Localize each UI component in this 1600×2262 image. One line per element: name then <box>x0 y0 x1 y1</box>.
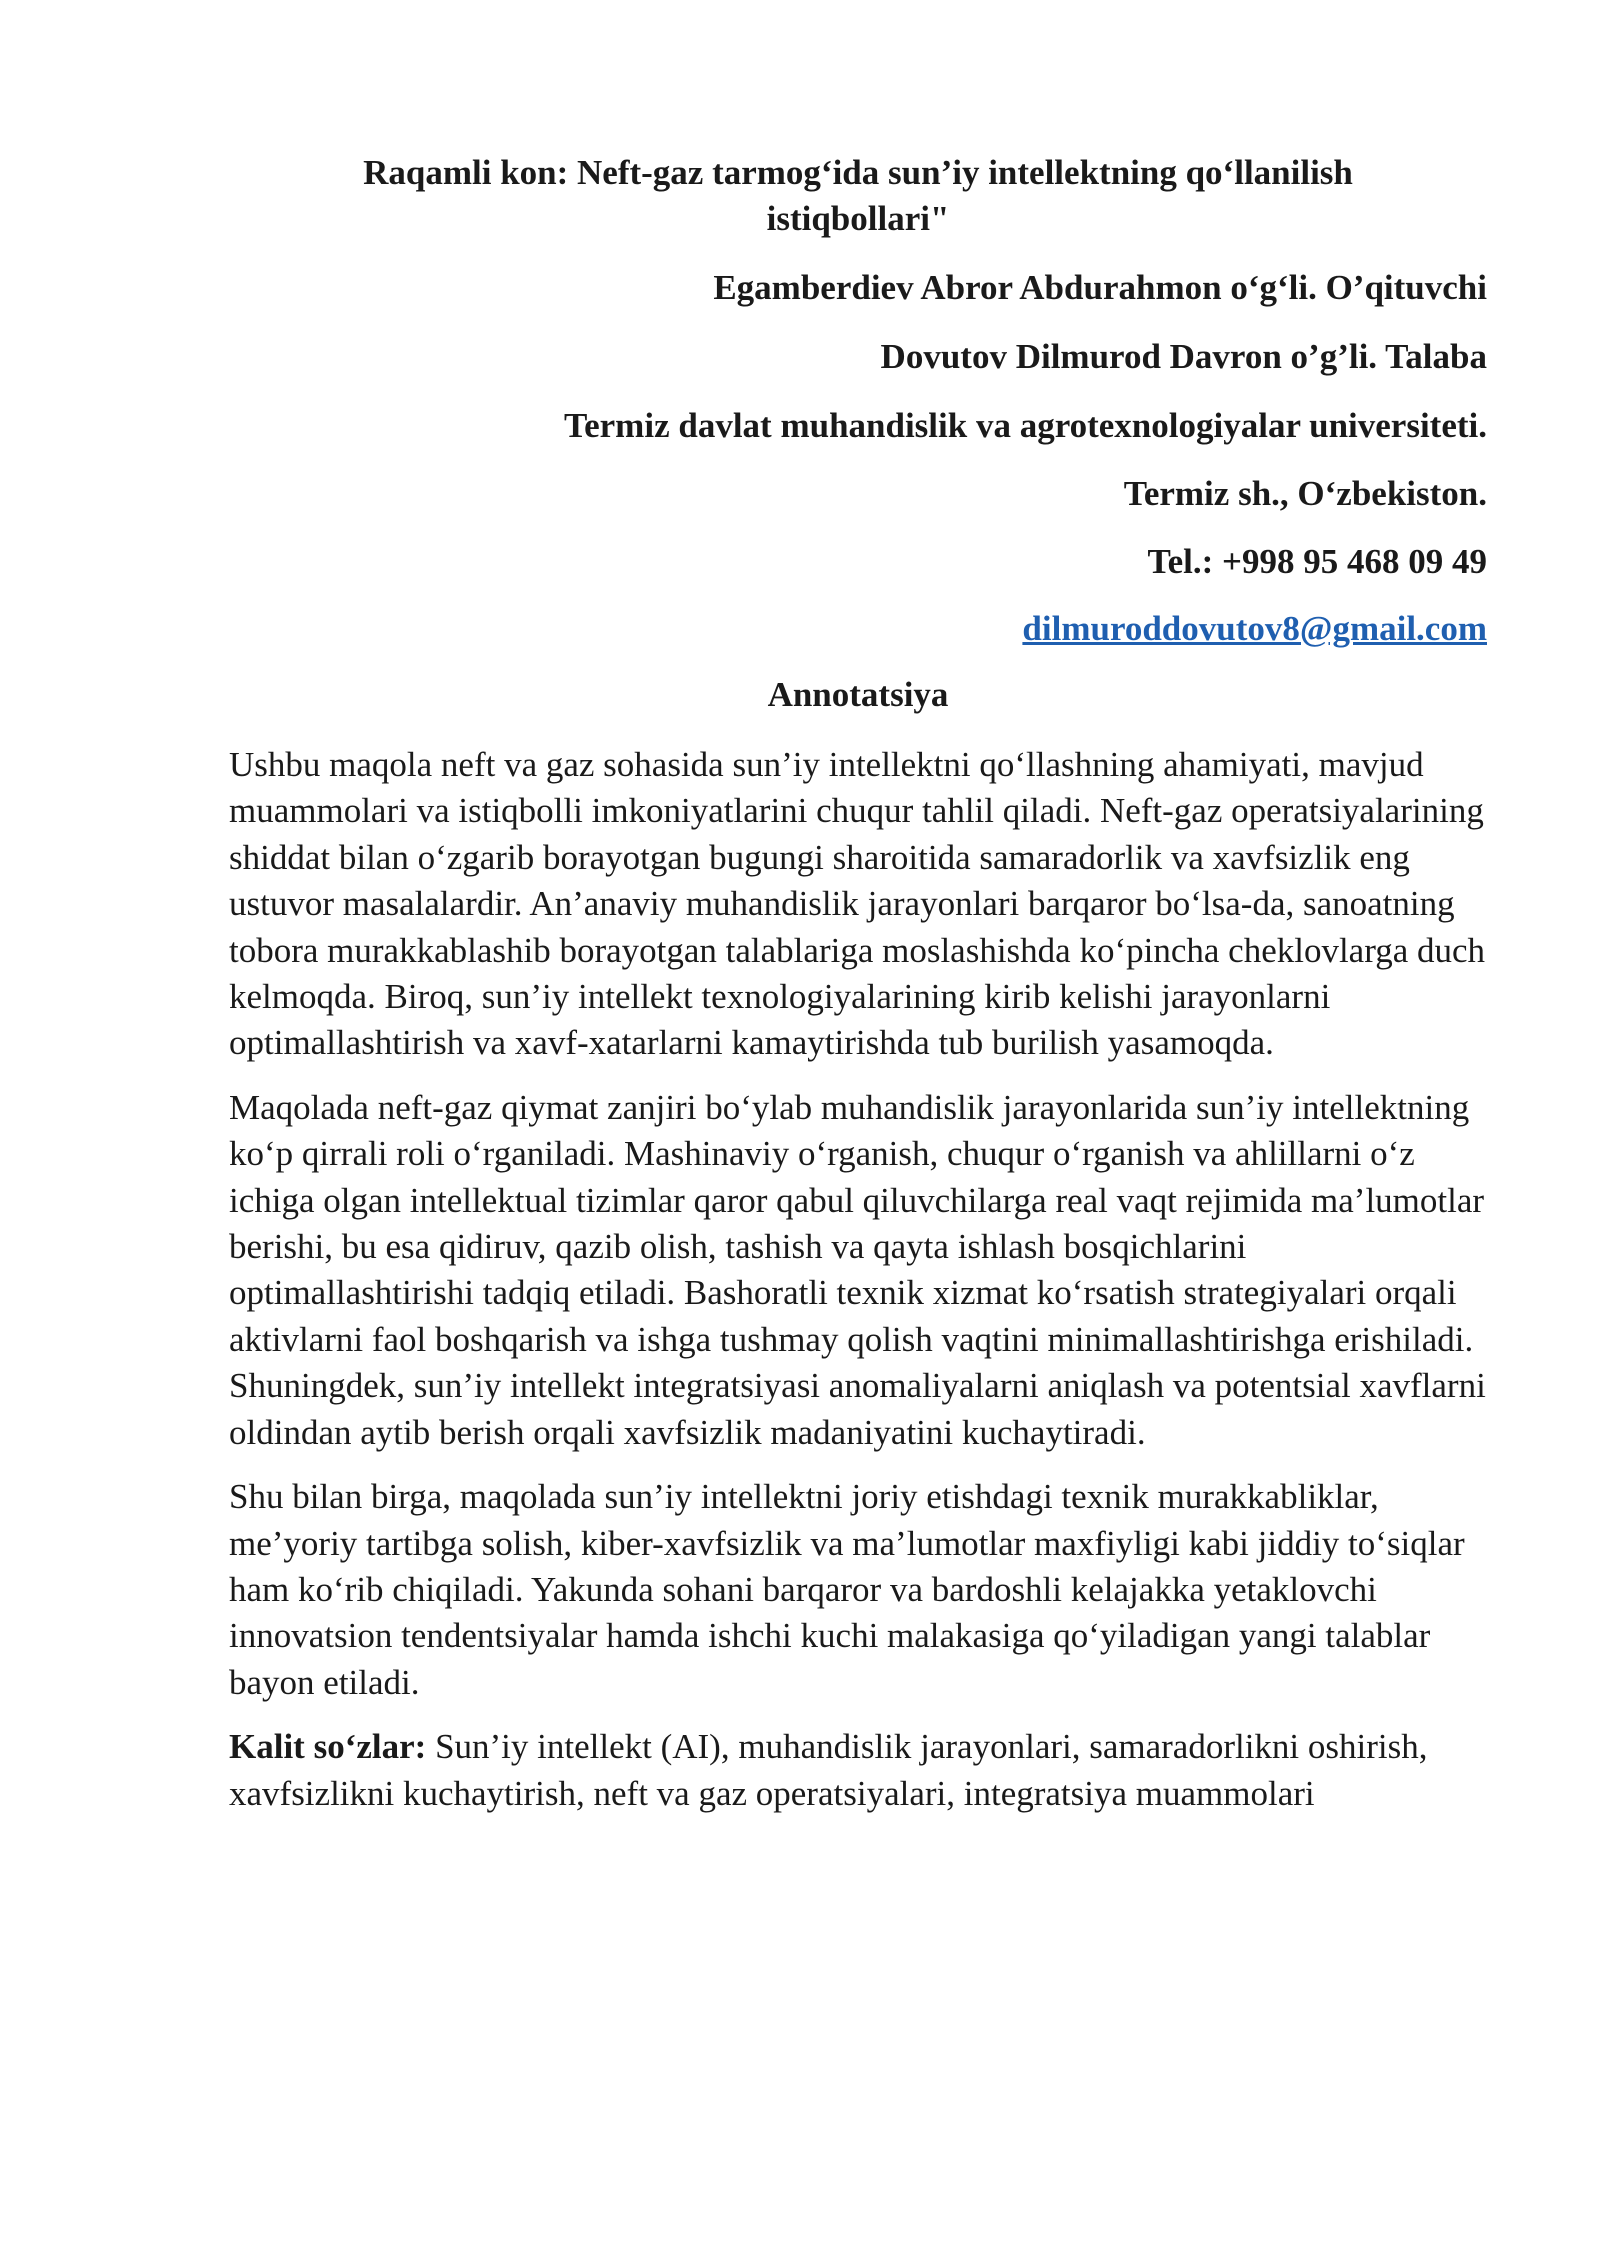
keywords-label: Kalit so‘zlar: <box>229 1727 427 1767</box>
location-line: Termiz sh., O‘zbekiston. <box>1123 474 1487 513</box>
abstract-body <box>229 742 1487 1835</box>
phone-line: Tel.: +998 95 468 09 49 <box>1147 542 1487 581</box>
abstract-paragraph-2: Maqolada neft-gaz qiymat zanjiri bo‘ylab muhandislik jarayonlarida sun’iy intellektning ko‘p qirrali roli o‘rganiladi. Mashinaviy o‘rganish, chuqur o‘rganish va ahlillarni o‘z ichiga olgan intellektual tizimlar qaror qabul qiluvchilarga real vaqt rejimida ma’lumotlar berishi, bu esa qidiruv, qazib olish, tashish va qayta ishlash bosqichlarini optimallashtirishi tadqiq etiladi. Bashoratli texnik xizmat ko‘rsatish strategiyalari orqali aktivlarni faol boshqarish va ishga tushmay qolish vaqtini minimallashtirishga erishiladi. Shuningdek, sun’iy intellekt integratsiyasi anomaliyalarni aniqlash va potentsial xavflarni oldindan aytib berish orqali xavfsizlik madaniyatini kuchaytiradi. <box>229 1087 1486 1452</box>
paper-title <box>229 150 1487 242</box>
abstract-heading: Annotatsiya <box>767 675 949 714</box>
author-line-1: Egamberdiev Abror Abdurahmon o‘g‘li. O’qituvchi <box>713 268 1487 307</box>
document-page <box>229 0 1487 2262</box>
affiliation-line: Termiz davlat muhandislik va agrotexnologiyalar universiteti. <box>563 406 1487 445</box>
abstract-paragraph-3: Shu bilan birga, maqolada sun’iy intellektni joriy etishdagi texnik murakkabliklar, me’yoriy tartibga solish, kiber-xavfsizlik va ma’lumotlar maxfiyligi kabi jiddiy to‘siqlar ham ko‘rib chiqiladi. Yakunda sohani barqaror va bardoshli kelajakka yetaklovchi innovatsion tendentsiyalar hamda ishchi kuchi malakasiga qo‘yiladigan yangi talablar bayon etiladi. <box>229 1477 1465 1702</box>
author-line-2: Dovutov Dilmurod Davron o’g’li. Talaba <box>880 337 1487 376</box>
keywords-paragraph <box>229 1724 1487 1817</box>
email-link[interactable]: dilmuroddovutov8@gmail.com <box>1022 609 1487 648</box>
abstract-paragraph-1: Ushbu maqola neft va gaz sohasida sun’iy intellektni qo‘llashning ahamiyati, mavjud muammolari va istiqbolli imkoniyatlarini chuqur tahlil qiladi. Neft-gaz operatsiyalarining shiddat bilan o‘zgarib borayotgan bugungi sharoitida samaradorlik va xavfsizlik eng ustuvor masalalardir. An’anaviy muhandislik jarayonlari barqaror bo‘lsa-da, sanoatning tobora murakkablashib borayotgan talablariga moslashishda ko‘pincha cheklovlarga duch kelmoqda. Biroq, sun’iy intellekt texnologiyalarining kirib kelishi jarayonlarni optimallashtirish va xavf-xatarlarni kamaytirishda tub burilish yasamoqda. <box>229 745 1486 1063</box>
email-line-wrap <box>1022 606 1487 652</box>
keywords-text: Sun’iy intellekt (AI), muhandislik jarayonlari, samaradorlikni oshirish, xavfsizlikni kuchaytirish, neft va gaz operatsiyalari, integratsiya muammolari <box>229 1727 1428 1813</box>
paper-title-text: Raqamli kon: Neft-gaz tarmog‘ida sun’iy intellektning qo‘llanilish istiqbollari" <box>363 153 1353 238</box>
